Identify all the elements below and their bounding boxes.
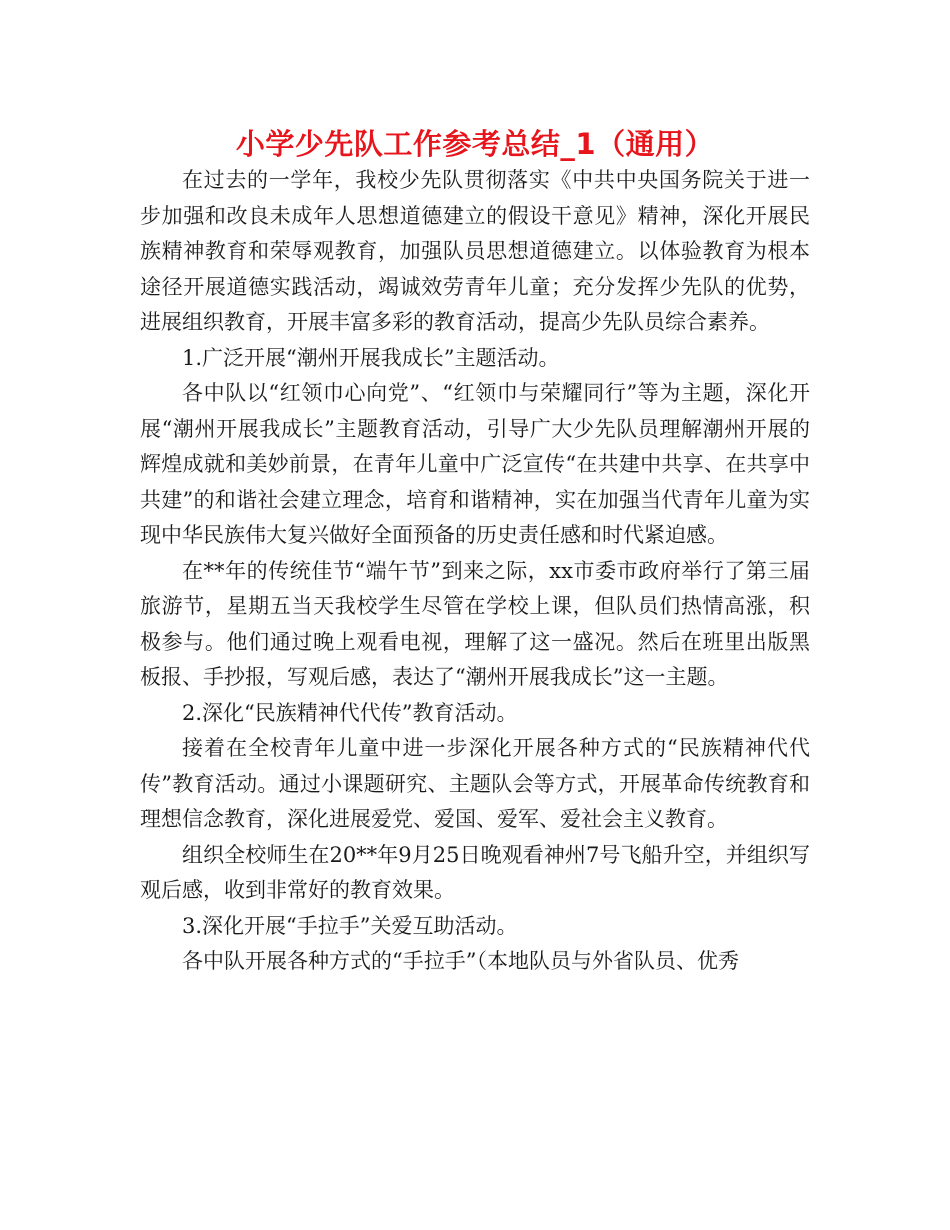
section-heading-2: 2.深化“民族精神代代传”教育活动。 [182, 700, 518, 725]
document-body [140, 163, 810, 980]
paragraph: 各中队以“红领巾心向党”、“红领巾与荣耀同行”等为主题，深化开展“潮州开展我成长”主题教育活动，引导广大少先队员理解潮州开展的辉煌成就和美妙前景，在青年儿童中广泛宣传“在共建中共享、在共享中共建”的和谐社会建立理念，培育和谐精神，实在加强当代青年儿童为实现中华民族伟大复兴做好全面预备的历史责任感和时代紧迫感。 [140, 381, 810, 547]
paragraph: 接着在全校青年儿童中进一步深化开展各种方式的“民族精神代代传”教育活动。通过小课题研究、主题队会等方式，开展革命传统教育和理想信念教育，深化进展爱党、爱国、爱军、爱社会主义教育。 [140, 736, 810, 831]
paragraph: 组织全校师生在20**年9月25日晚观看神州7号飞船升空，并组织写观后感，收到非常好的教育效果。 [140, 842, 810, 902]
paragraph: 在**年的传统佳节“端午节”到来之际，xx市委市政府举行了第三届旅游节，星期五当天我校学生尽管在学校上课，但队员们热情高涨，积极参与。他们通过晚上观看电视，理解了这一盛况。然后在班里出版黑板报、手抄报，写观后感，表达了“潮州开展我成长”这一主题。 [140, 558, 810, 689]
paragraph-intro: 在过去的一学年，我校少先队贯彻落实《中共中央国务院关于进一步加强和改良未成年人思想道德建立的假设干意见》精神，深化开展民族精神教育和荣辱观教育，加强队员思想道德建立。以体验教育为根本途径开展道德实践活动，竭诚效劳青年儿童；充分发挥少先队的优势，进展组织教育，开展丰富多彩的教育活动，提高少先队员综合素养。 [140, 168, 810, 334]
document-title: 小学少先队工作参考总结_1（通用） [235, 127, 715, 161]
section-heading-3: 3.深化开展“手拉手”关爱互助活动。 [182, 913, 518, 938]
section-heading-1: 1.广泛开展“潮州开展我成长”主题活动。 [182, 345, 560, 370]
paragraph: 各中队开展各种方式的“手拉手”（本地队员与外省队员、优秀 [182, 949, 739, 973]
